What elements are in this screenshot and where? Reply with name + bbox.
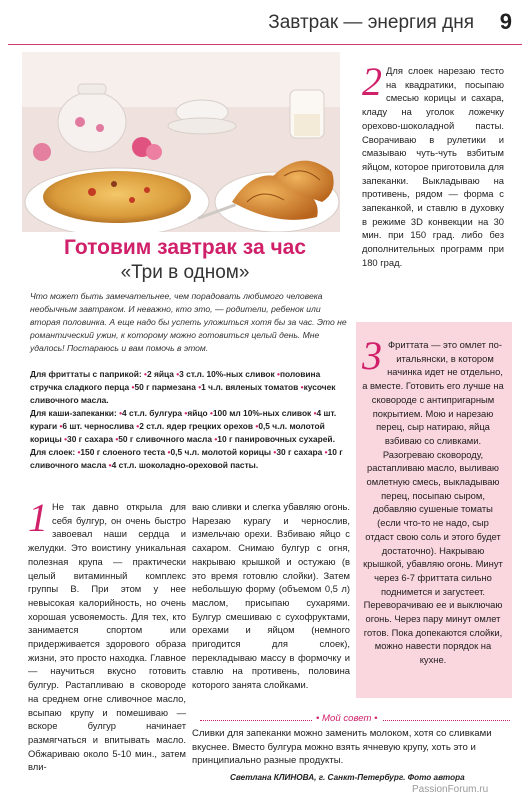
ingredient-item: •150 г слоеного теста — [77, 447, 166, 457]
article-title: Готовим завтрак за час — [63, 236, 307, 259]
step-3-number: 3 — [362, 333, 382, 378]
step-1-column-2: ваю сливки и слегка убавляю огонь. Нарезаю курагу и чернослив, измельчаю орехи. Взбиваю яйцо с сахаром. Снимаю булгур с огня, накрываю крышкой и остужаю (в это время готовлю слойки). Затем небольшую форму (объемом 0,5 л) маслом, присыпаю сухарями. Булгур смешиваю с сухофруктами, орехами и яйцом (немного пригодится для слоек), перекладываю массу в формочку и ставлю на противень, половина которого занята слойками. — [192, 501, 350, 691]
ingredient-item: •30 г сахара — [64, 434, 113, 444]
author-byline: Светлана КЛИНОВА, г. Санкт-Петербург. Фото автора — [230, 773, 465, 782]
ingredient-item: •50 г сливочного масла — [115, 434, 213, 444]
step-1-number: 1 — [28, 495, 48, 540]
ingredients-label: Для каши-запеканки: — [30, 408, 117, 418]
ingredient-item: •10 г панировочных сухарей. — [214, 434, 335, 444]
tip-label: • Мой совет • — [312, 713, 382, 724]
ingredient-item: •50 г пармезана — [131, 382, 196, 392]
ingredients-group — [30, 446, 352, 472]
step-3-text: Фриттата — это омлет по-итальянски, в котором начинка идет не отдельно, а вместе. Готовить его лучше на сковороде с антипригарным покрытием. Мою и нарезаю перец, сыр натираю, яйца взбиваю со сливками. Разогреваю сковороду, растапливаю масло, выливаю омлетную смесь, выкладываю перец, посыпаю сыром, добавляю сушеные томаты (если что-то не надо, сыр отдаст свою соль и этого будет достаточно). Накрываю крышкой, убавляю огонь. Минут через 6-7 фриттата сильно поднимется и загустеет. Переворачиваю ее и выключаю огонь. Через пару минут омлет готов. Пока допекаются слойки, можно навести порядок на кухне. — [362, 339, 504, 666]
ingredients-block — [30, 368, 352, 472]
ingredient-item: •4 ст.л. булгура — [119, 408, 183, 418]
page-number: 9 — [499, 9, 512, 34]
ingredient-item: •4 шт. кураги — [30, 408, 337, 431]
ingredient-item: •яйцо — [184, 408, 208, 418]
ingredient-item: •кусочек сливочного масла. — [30, 382, 336, 405]
ingredient-item: •6 шт. чернослива — [59, 421, 134, 431]
ingredient-item: •30 г сахара — [273, 447, 323, 457]
ingredients-label: Для слоек: — [30, 447, 76, 457]
ingredient-item: •половина стручка сладкого перца — [30, 369, 321, 392]
step-2-text: Для слоек нарезаю тесто на квадратики, посыпаю смесью корицы и сахара, кладу на уголок ложечку орехово-шоколадной пасты. Сворачиваю в рулетики и смазываю чуть-чуть взбитым яйцом, которое приготовила для запеканки. Выкладываю на противень, рядом — форма с запеканкой, и ставлю в духовку в режиме 3D конвекции на 30 мин. при 150 град. либо без дополнительных программ при 180 град. — [362, 65, 504, 268]
page-header — [0, 0, 530, 48]
step-1-column-1 — [28, 495, 186, 774]
breakfast-photo — [22, 52, 340, 232]
ingredient-item: •0,5 ч.л. молотой корицы — [30, 421, 325, 444]
ingredient-item: •1 ч.л. вяленых томатов — [198, 382, 299, 392]
step-2-number: 2 — [362, 59, 382, 104]
ingredients-group — [30, 407, 352, 446]
article-intro: Что может быть замечательнее, чем порадовать любимого человека необычным завтраком. И неважно, кто это, — родители, ребенок или вторая половинка. А еще надо бы успеть уложиться хотя бы за час. Это не романтический ужин, к которому можно готовиться целый день. Мне удалось! Постараюсь и вам помочь в этом. — [30, 291, 347, 353]
step-3-block — [362, 333, 504, 667]
ingredient-item: •3 ст.л. 10%-ных сливок — [176, 369, 275, 379]
tip-text: Сливки для запеканки можно заменить молоком, хотя со сливками вкуснее. Вместо булгура можно взять ячневую крупу, хоть это и принципиально разные продукты. — [192, 728, 492, 766]
step-2-block — [362, 59, 504, 270]
ingredient-item: •2 яйца — [144, 369, 174, 379]
article-subtitle: «Три в одном» — [120, 262, 250, 283]
header-divider — [8, 44, 522, 45]
breakfast-photo-illustration — [22, 52, 340, 232]
ingredient-item: •0,5 ч.л. молотой корицы — [167, 447, 272, 457]
ingredients-group — [30, 368, 352, 407]
ingredients-label: Для фриттаты с паприкой: — [30, 369, 142, 379]
step-1-text-part-1: Не так давно открыла для себя булгур, он очень быстро завоевал наши сердца и желудки. Это воистину уникальная полезная крупа — практически целый витаминный комплекс группы В. При этом у нее невысокая калорийность, но очень хорошая усвояемость. Для тех, кто занимается спортом или придерживается здорового образа жизни, это просто находка. Главное — научиться вкусно готовить булгур. Растапливаю в сковороде на среднем огне сливочное масло, всыпаю крупу и помешиваю — вскоре булгур начинает размягчаться и впитывать масло. Обжариваю около 5-10 мин., затем вли- — [28, 501, 186, 773]
watermark: PassionForum.ru — [412, 784, 489, 795]
ingredient-item: •10 г сливочного масла — [30, 447, 343, 470]
ingredient-item: •2 ст.л. ядер грецких орехов — [136, 421, 254, 431]
section-title: Завтрак — энергия дня — [268, 12, 474, 33]
ingredient-item: •100 мл 10%-ных сливок — [209, 408, 312, 418]
ingredient-item: •4 ст.л. шоколадно-ореховой пасты. — [108, 460, 259, 470]
